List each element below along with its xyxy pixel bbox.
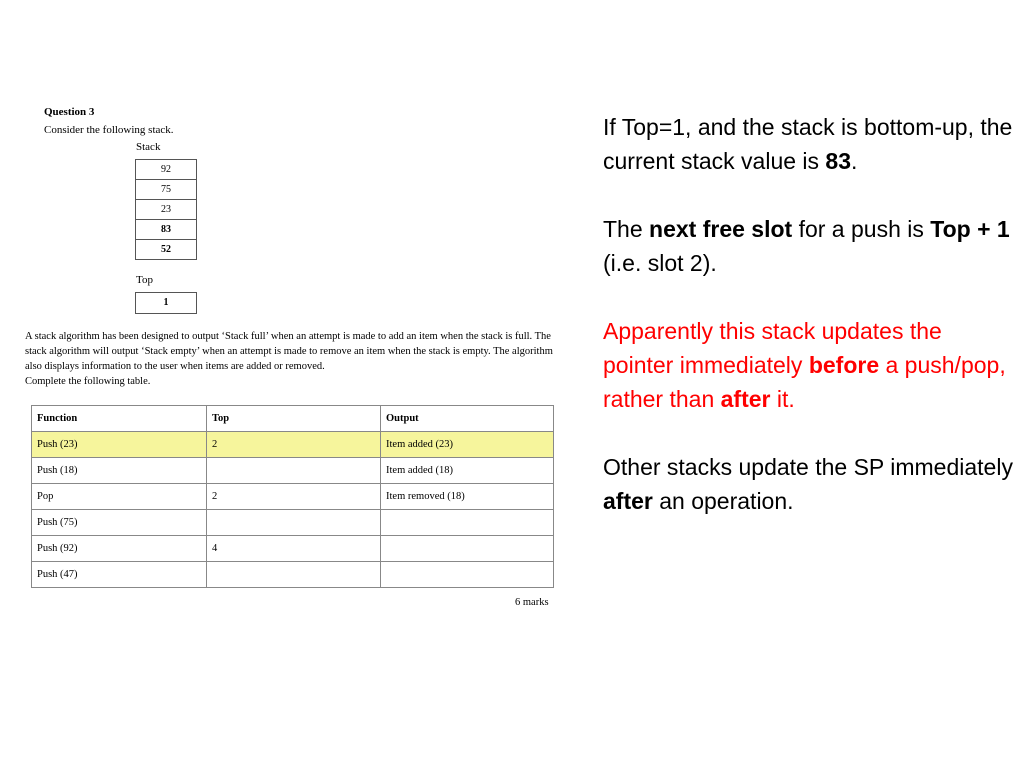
note-next-free-slot: The next free slot for a push is Top + 1 (i.e. slot 2). — [603, 216, 1010, 276]
explanation-notes — [603, 110, 1013, 552]
note-pointer-update: Apparently this stack updates the pointer immediately before a push/pop, rather than after it. — [603, 318, 1006, 412]
table-row — [32, 536, 554, 562]
question-description — [25, 329, 555, 389]
top-label: Top — [136, 274, 153, 286]
top-value-box: 1 — [135, 292, 197, 314]
stack-cell: 83 — [136, 220, 196, 240]
cell-output: Item added (23) — [381, 432, 554, 458]
cell-output — [381, 536, 554, 562]
cell-top: 2 — [207, 432, 381, 458]
stack-cell: 92 — [136, 160, 196, 180]
marks-label: 6 marks — [515, 597, 549, 608]
cell-top — [207, 510, 381, 536]
cell-top: 4 — [207, 536, 381, 562]
header-top: Top — [207, 406, 381, 432]
cell-top — [207, 458, 381, 484]
header-output: Output — [381, 406, 554, 432]
table-row — [32, 510, 554, 536]
description-instruction: Complete the following table. — [25, 376, 151, 387]
cell-output — [381, 562, 554, 588]
cell-output: Item added (18) — [381, 458, 554, 484]
question-title: Question 3 — [44, 106, 95, 118]
header-function: Function — [32, 406, 207, 432]
table-row — [32, 458, 554, 484]
stack-cell: 52 — [136, 240, 196, 260]
cell-top: 2 — [207, 484, 381, 510]
cell-function: Pop — [32, 484, 207, 510]
cell-function: Push (75) — [32, 510, 207, 536]
stack-operations-table — [31, 405, 554, 588]
cell-output — [381, 510, 554, 536]
stack-cell: 75 — [136, 180, 196, 200]
cell-function: Push (23) — [32, 432, 207, 458]
cell-function: Push (92) — [32, 536, 207, 562]
note-current-value: If Top=1, and the stack is bottom-up, the current stack value is 83. — [603, 114, 1013, 174]
question-intro: Consider the following stack. — [44, 124, 174, 136]
description-paragraph: A stack algorithm has been designed to output ‘Stack full’ when an attempt is made to add an item when the stack is full. The stack algorithm will output ‘Stack empty’ when an attempt is made to remove an item when the stack is empty. The algorithm also displays information to the user when items are added or removed. — [25, 331, 553, 372]
cell-function: Push (18) — [32, 458, 207, 484]
cell-function: Push (47) — [32, 562, 207, 588]
table-row-highlighted — [32, 432, 554, 458]
cell-output: Item removed (18) — [381, 484, 554, 510]
table-row — [32, 484, 554, 510]
stack-label: Stack — [136, 141, 161, 153]
table-row — [32, 562, 554, 588]
stack-diagram — [135, 159, 197, 260]
stack-cell: 23 — [136, 200, 196, 220]
note-other-stacks: Other stacks update the SP immediately after an operation. — [603, 454, 1013, 514]
cell-top — [207, 562, 381, 588]
table-header-row — [32, 406, 554, 432]
